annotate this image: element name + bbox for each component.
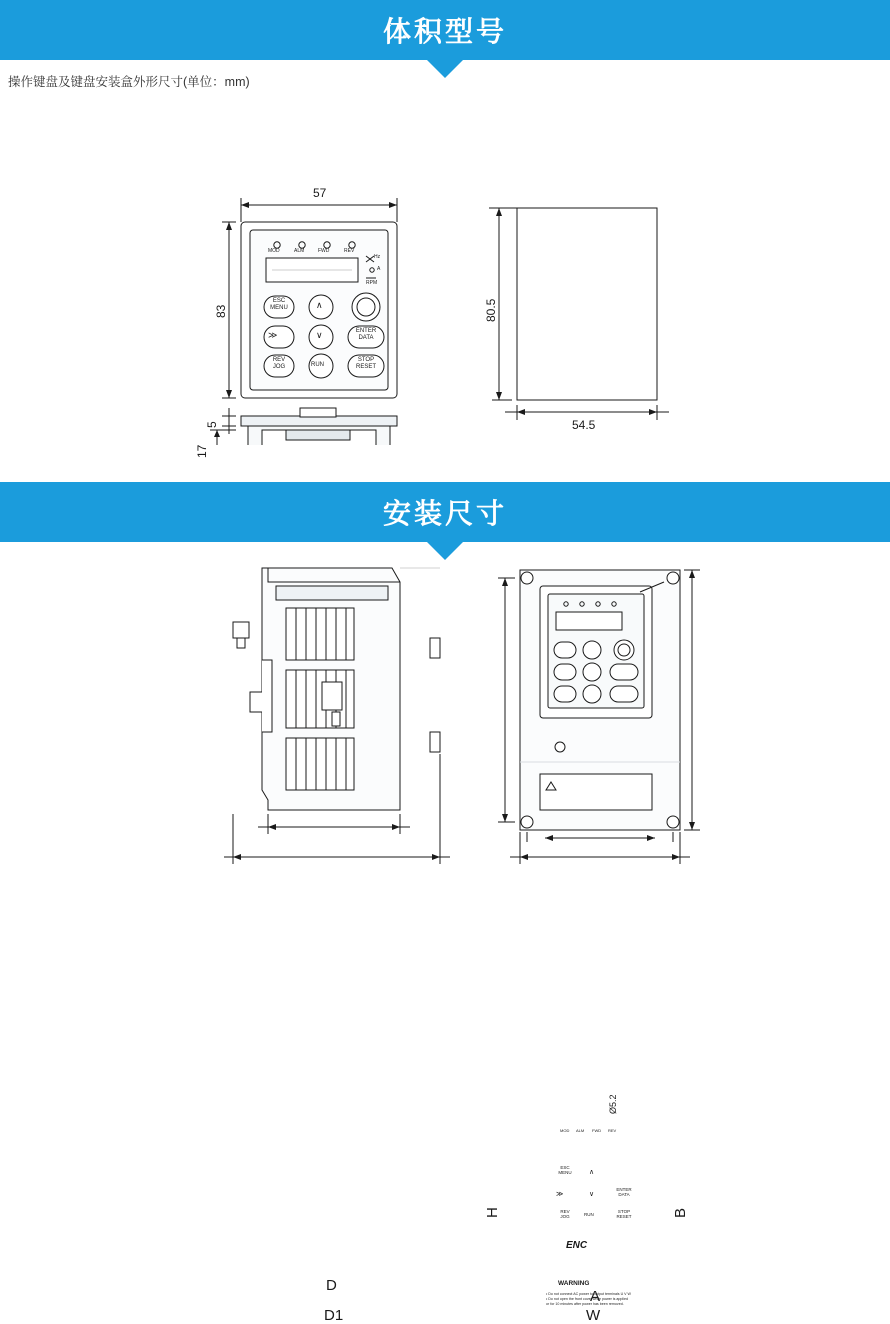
front-led-label-mod: MOD	[560, 1128, 570, 1133]
front-key-enter-line2: DATA	[618, 1192, 630, 1197]
front-key-stop-line2: RESET	[616, 1214, 632, 1219]
front-key-esc-menu[interactable]	[556, 1165, 574, 1175]
front-key-rev-line2: JOG	[560, 1214, 570, 1219]
brand-logo-text: ENC	[566, 1240, 588, 1251]
led-label-rev: REV	[344, 248, 355, 254]
unit-mark-hz: Hz	[374, 254, 381, 260]
front-key-rev-jog[interactable]	[556, 1209, 574, 1219]
dim-box-width: 54.5	[572, 418, 596, 432]
warning-line-3: or for 10 minutes after power has been removed.	[546, 1302, 624, 1306]
front-key-enter-line1: ENTER	[616, 1187, 632, 1192]
dim-keypad-depth-bottom: 17	[195, 444, 209, 458]
front-key-shift[interactable]: ≫	[556, 1191, 564, 1198]
banner-arrow-icon	[426, 59, 464, 78]
dim-keypad-depth-top: 5	[205, 421, 219, 428]
unit-mark-a: A	[377, 266, 381, 272]
front-key-run[interactable]: RUN	[584, 1212, 594, 1217]
dim-drive-depth: D	[326, 1277, 337, 1294]
front-key-stop-reset[interactable]	[612, 1209, 636, 1219]
key-esc-menu[interactable]	[268, 298, 290, 312]
front-led-label-fwd: FWD	[592, 1128, 602, 1133]
front-key-up[interactable]: ∧	[589, 1169, 595, 1176]
key-enter-line1: ENTER	[355, 328, 377, 334]
key-rev-jog[interactable]	[268, 357, 290, 371]
section-gap	[0, 450, 890, 482]
dim-keypad-height: 83	[214, 304, 228, 318]
dim-drive-hole: Ø5.2	[608, 1094, 618, 1114]
warning-line-2: • Do not open the front cover while power is applied	[546, 1297, 628, 1301]
dim-drive-depth-overall: D1	[324, 1307, 344, 1324]
caption-keypad-dimensions: 操作键盘及键盘安装盒外形尺寸(单位：mm)	[8, 75, 250, 89]
keypad-drawing-panel	[0, 90, 890, 458]
front-led-label-rev: REV	[608, 1128, 617, 1133]
dim-keypad-width: 57	[313, 186, 327, 200]
key-esc-menu-line2: MENU	[270, 305, 288, 311]
warning-line-1: • Do not connect AC power to output terminals U V W	[546, 1292, 631, 1296]
front-led-label-alm: ALM	[576, 1128, 585, 1133]
key-rev-line2: JOG	[272, 364, 286, 370]
unit-mark-rpm: RPM	[366, 280, 378, 286]
warning-text	[546, 1292, 650, 1307]
key-stop-line1: STOP	[357, 357, 375, 363]
front-key-esc-line2: MENU	[558, 1170, 572, 1175]
key-shift[interactable]: ≫	[268, 330, 278, 340]
section-banner-volume-model	[0, 0, 890, 60]
key-enter-data[interactable]	[352, 328, 380, 342]
warning-title: WARNING	[558, 1280, 590, 1287]
key-down[interactable]: ∨	[316, 330, 323, 340]
front-key-esc-line1: ESC	[560, 1165, 570, 1170]
drive-drawing-panel	[0, 542, 890, 1324]
drive-drawings-svg	[0, 542, 890, 872]
dim-drive-mounting-height: H	[484, 1207, 501, 1218]
key-enter-line2: DATA	[358, 335, 374, 341]
key-esc-menu-line1: ESC	[272, 298, 286, 304]
key-up[interactable]: ∧	[316, 300, 323, 310]
key-stop-reset[interactable]	[352, 357, 380, 371]
led-label-mod: MOD	[268, 248, 280, 254]
dim-box-height: 80.5	[484, 298, 498, 322]
section-banner-mounting-dimensions	[0, 482, 890, 542]
section-title-2: 安装尺寸	[382, 498, 507, 529]
section-title: 体积型号	[382, 16, 507, 47]
keypad-drawings-svg	[0, 90, 890, 445]
dim-drive-overall-height: B	[672, 1207, 689, 1218]
key-rev-line1: REV	[272, 357, 286, 363]
front-key-rev-line1: REV	[560, 1209, 570, 1214]
front-key-enter-data[interactable]	[612, 1187, 636, 1197]
dim-drive-mounting-width: A	[590, 1288, 601, 1305]
key-stop-line2: RESET	[355, 364, 376, 370]
dim-drive-overall-width: W	[586, 1307, 601, 1324]
front-key-down[interactable]: ∨	[589, 1191, 595, 1198]
key-run[interactable]: RUN	[311, 362, 324, 368]
led-label-fwd: FWD	[318, 248, 330, 254]
led-label-alm: ALM	[294, 248, 305, 254]
front-key-stop-line1: STOP	[617, 1209, 631, 1214]
